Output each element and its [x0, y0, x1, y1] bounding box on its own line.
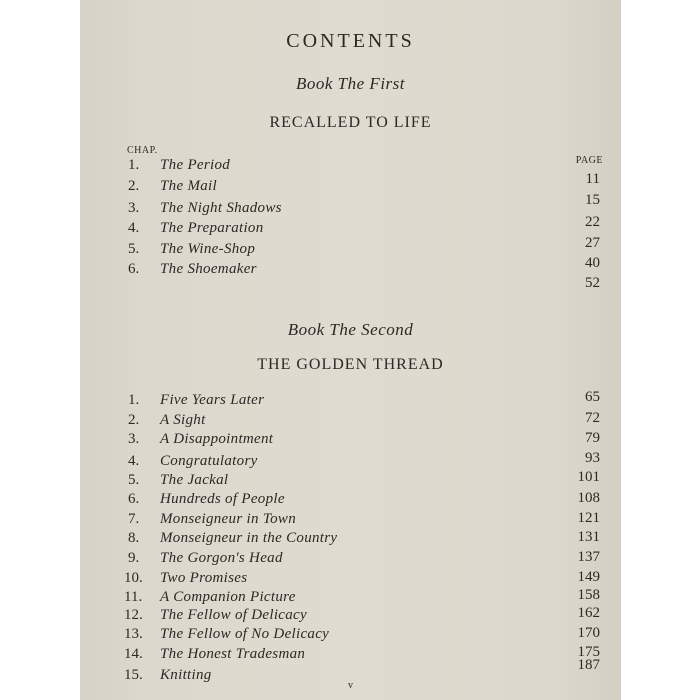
chapter-title: The Wine-Shop: [160, 241, 256, 257]
chapter-title: The Fellow of Delicacy: [160, 607, 307, 623]
chapter-page: 121: [577, 510, 600, 526]
chapter-row[interactable]: [80, 470, 621, 490]
chapter-title: A Disappointment: [160, 431, 274, 447]
chapter-number: 7.: [128, 511, 140, 527]
chapter-title: Monseigneur in Town: [160, 511, 296, 527]
chapter-number: 4.: [128, 220, 140, 236]
chapter-row[interactable]: [80, 390, 621, 410]
chapter-number: 13.: [124, 626, 143, 642]
chapter-page: 149: [577, 569, 600, 585]
chapter-title: The Shoemaker: [160, 261, 257, 277]
chapter-row[interactable]: [80, 509, 621, 529]
chapter-page: 175: [577, 644, 600, 660]
chapter-title: Knitting: [160, 667, 212, 683]
chapter-title: The Fellow of No Delicacy: [160, 626, 330, 642]
chapter-page: 170: [577, 625, 600, 641]
chapter-page: 72: [585, 410, 600, 426]
folio-mark: v: [348, 680, 353, 691]
chapter-number: 15.: [124, 667, 143, 683]
chapter-title: The Night Shadows: [160, 200, 282, 216]
chapter-row[interactable]: [80, 429, 621, 449]
chapter-row[interactable]: [80, 489, 621, 509]
chapter-title: The Period: [160, 157, 231, 173]
chapter-title: The Mail: [160, 178, 217, 194]
chapter-row[interactable]: [80, 644, 621, 664]
chapter-number: 3.: [128, 431, 140, 447]
chapter-title: The Jackal: [160, 472, 229, 488]
chapter-page: 11: [585, 171, 600, 187]
chapter-number: 9.: [128, 550, 140, 566]
chapter-number: 14.: [124, 646, 143, 662]
chapter-number: 6.: [128, 491, 140, 507]
chapter-page: 65: [585, 389, 600, 405]
chapter-number: 12.: [124, 607, 143, 623]
chapter-title: The Honest Tradesman: [160, 646, 306, 662]
chapter-page: 93: [585, 450, 600, 466]
chapter-number: 5.: [128, 472, 140, 488]
chap-label: CHAP.: [127, 145, 158, 156]
chapter-title: The Preparation: [160, 220, 264, 236]
chapter-page: 15: [585, 192, 600, 208]
chapter-row[interactable]: [80, 568, 621, 588]
chapter-page: 131: [577, 529, 600, 545]
chapter-title: Two Promises: [160, 570, 248, 586]
chapter-page: 101: [577, 469, 600, 485]
chapter-number: 5.: [128, 241, 140, 257]
chapter-title: A Sight: [160, 412, 206, 428]
chapter-number: 3.: [128, 200, 140, 216]
chapter-page: 108: [577, 490, 600, 506]
chapter-row[interactable]: [80, 410, 621, 430]
chapter-page: 137: [577, 549, 600, 565]
chapter-number: 8.: [128, 530, 140, 546]
book-one-label: Book The First: [296, 74, 405, 93]
chapter-number: 6.: [128, 261, 140, 277]
chapter-page: 187: [577, 657, 600, 673]
chapter-number: 1.: [128, 392, 140, 408]
chapter-title: Monseigneur in the Country: [160, 530, 338, 546]
chapter-row[interactable]: [80, 528, 621, 548]
contents-heading: CONTENTS: [286, 30, 415, 52]
chapter-page: 158: [577, 587, 600, 603]
chapter-title: A Companion Picture: [160, 589, 296, 605]
chapter-title: The Gorgon's Head: [160, 550, 283, 566]
book-one-title: RECALLED TO LIFE: [269, 114, 432, 131]
chapter-title: Hundreds of People: [160, 491, 285, 507]
chapter-page: 40: [585, 255, 600, 271]
chapter-number: 2.: [128, 412, 140, 428]
chapter-row[interactable]: [80, 587, 621, 607]
page-label: PAGE: [575, 155, 603, 166]
chapter-page: 162: [577, 605, 600, 621]
chapter-row[interactable]: [80, 548, 621, 568]
chapter-number: 1.: [128, 157, 140, 173]
chapter-number: 10.: [124, 570, 143, 586]
chapter-row[interactable]: [80, 451, 621, 471]
chapter-row[interactable]: [80, 624, 621, 644]
chapter-title: Five Years Later: [160, 392, 265, 408]
chapter-number: 11.: [124, 589, 143, 605]
chapter-page: 79: [585, 430, 600, 446]
chapter-row[interactable]: [80, 605, 621, 625]
chapter-page: 22: [585, 214, 600, 230]
chapter-page: 27: [585, 235, 600, 251]
chapter-row[interactable]: [80, 259, 621, 291]
book-two-label: Book The Second: [287, 320, 414, 339]
book-two-title: THE GOLDEN THREAD: [257, 356, 444, 373]
chapter-number: 4.: [128, 453, 140, 469]
chapter-page: 52: [585, 275, 600, 291]
chapter-title: Congratulatory: [160, 453, 258, 469]
book-page: [80, 0, 621, 700]
chapter-number: 2.: [128, 178, 140, 194]
